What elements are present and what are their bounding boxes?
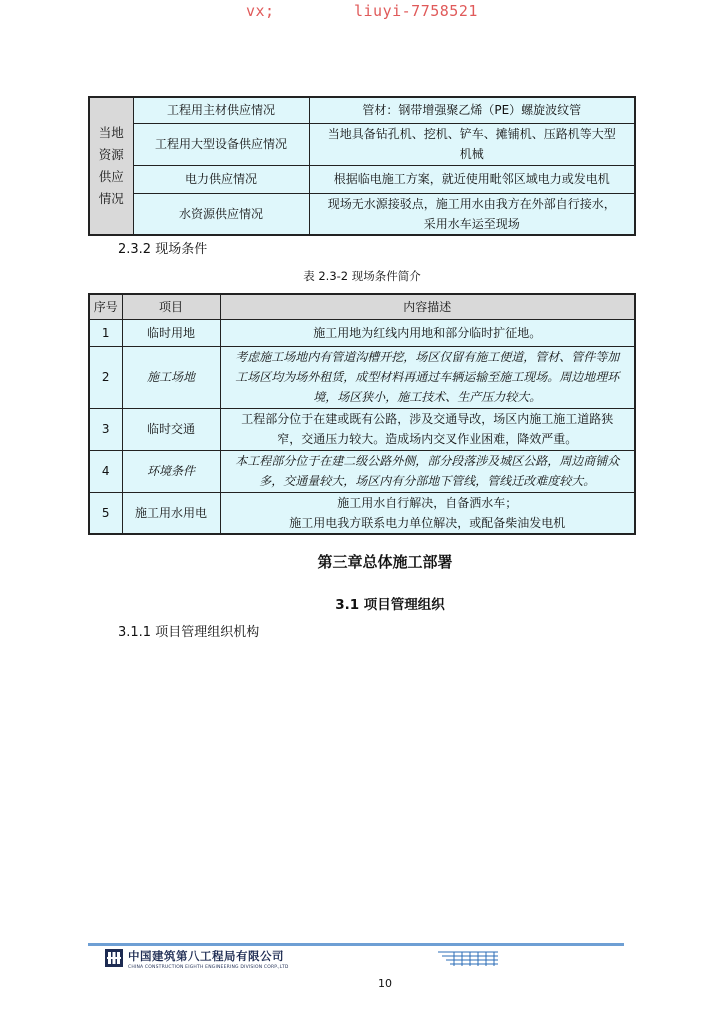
section-heading-3-1: 3.1 项目管理组织	[335, 597, 445, 613]
category-line: 当地	[98, 125, 124, 140]
desc-line: 采用水车运至现场	[423, 216, 520, 231]
watermark-left: vx;	[246, 2, 275, 20]
row-num: 5	[89, 492, 122, 534]
resource-supply-table	[88, 96, 636, 236]
row-desc	[220, 346, 635, 408]
supply-desc	[309, 123, 635, 165]
header-desc: 内容描述	[220, 294, 635, 319]
row-num: 2	[89, 346, 122, 408]
supply-desc	[309, 165, 635, 193]
page-number: 10	[378, 977, 392, 990]
header-num: 序号	[89, 294, 122, 319]
desc-line: 施工用地为红线内用地和部分临时扩征地。	[313, 325, 542, 340]
desc-line: 考虑施工场地内有管道沟槽开挖，场区仅留有施工便道，管材、管件等加	[235, 350, 620, 364]
desc-line: 窄，交通压力较大。造成场内交叉作业困难，降效严重。	[277, 432, 578, 446]
section-heading-3-1-1: 3.1.1 项目管理组织机构	[118, 625, 260, 640]
site-conditions-table	[88, 293, 636, 535]
section-heading-2-3-2: 2.3.2 现场条件	[118, 242, 208, 257]
company-block	[104, 948, 288, 970]
table-row	[89, 492, 635, 534]
cscec-logo-icon	[104, 948, 124, 968]
category-line: 供应	[98, 169, 124, 184]
row-item: 施工场地	[122, 346, 220, 408]
table-row	[89, 193, 635, 235]
row-desc	[220, 492, 635, 534]
table-row	[89, 97, 635, 123]
table-row	[89, 408, 635, 450]
table-row	[89, 319, 635, 346]
row-num: 1	[89, 319, 122, 346]
desc-line: 施工用水自行解决，自备洒水车；	[337, 495, 518, 510]
header-item: 项目	[122, 294, 220, 319]
desc-line: 机械	[459, 147, 484, 161]
table-header-row	[89, 294, 635, 319]
wave-graphic-icon	[436, 950, 502, 972]
row-item: 施工用水用电	[122, 492, 220, 534]
desc-line: 施工用电我方联系电力单位解决，或配备柴油发电机	[289, 515, 566, 530]
desc-line: 工程部分位于在建或既有公路，涉及交通导改，场区内施工施工道路狭	[241, 412, 614, 426]
category-cell	[89, 97, 133, 235]
desc-line: 工场区均为场外租赁，成型材料再通过车辆运输至施工现场。周边地理环	[235, 370, 620, 384]
row-desc	[220, 408, 635, 450]
row-desc	[220, 450, 635, 492]
desc-line: 本工程部分位于在建二级公路外侧，部分段落涉及城区公路，周边商铺众	[235, 454, 620, 468]
company-name-cn: 中国建筑第八工程局有限公司	[128, 949, 284, 963]
category-line: 情况	[98, 191, 124, 206]
table-row	[89, 123, 635, 165]
desc-line: 现场无水源接驳点，施工用水由我方在外部自行接水，	[327, 196, 616, 211]
row-desc	[220, 319, 635, 346]
supply-desc	[309, 193, 635, 235]
desc-line: 当地具备钻孔机、挖机、铲车、摊铺机、压路机等大型	[327, 127, 616, 141]
table-row	[89, 346, 635, 408]
row-item: 临时交通	[122, 408, 220, 450]
company-name-en: CHINA CONSTRUCTION EIGHTH ENGINEERING DIVISION CORP.,LTD	[128, 965, 289, 970]
table-row	[89, 165, 635, 193]
supply-item: 水资源供应情况	[133, 193, 309, 235]
row-num: 3	[89, 408, 122, 450]
row-item: 临时用地	[122, 319, 220, 346]
chapter-title: 第三章总体施工部署	[317, 553, 453, 571]
supply-item: 工程用大型设备供应情况	[133, 123, 309, 165]
category-line: 资源	[98, 147, 124, 162]
table-row	[89, 450, 635, 492]
desc-line: 多，交通量较大，场区内有分部地下管线，管线迁改难度较大。	[259, 474, 596, 488]
watermark-right: liuyi-7758521	[354, 2, 478, 20]
desc-line: 根据临电施工方案，就近使用毗邻区域电力或发电机	[333, 172, 610, 186]
row-item: 环境条件	[122, 450, 220, 492]
desc-line: 境，场区狭小，施工技术、生产压力较大。	[313, 390, 542, 404]
row-num: 4	[89, 450, 122, 492]
supply-item: 工程用主材供应情况	[133, 97, 309, 123]
footer-rule	[88, 943, 624, 946]
desc-line: 管材：钢带增强聚乙烯（PE）螺旋波纹管	[362, 103, 582, 118]
table-caption: 表 2.3-2 现场条件简介	[303, 269, 421, 283]
supply-item: 电力供应情况	[133, 165, 309, 193]
supply-desc	[309, 97, 635, 123]
